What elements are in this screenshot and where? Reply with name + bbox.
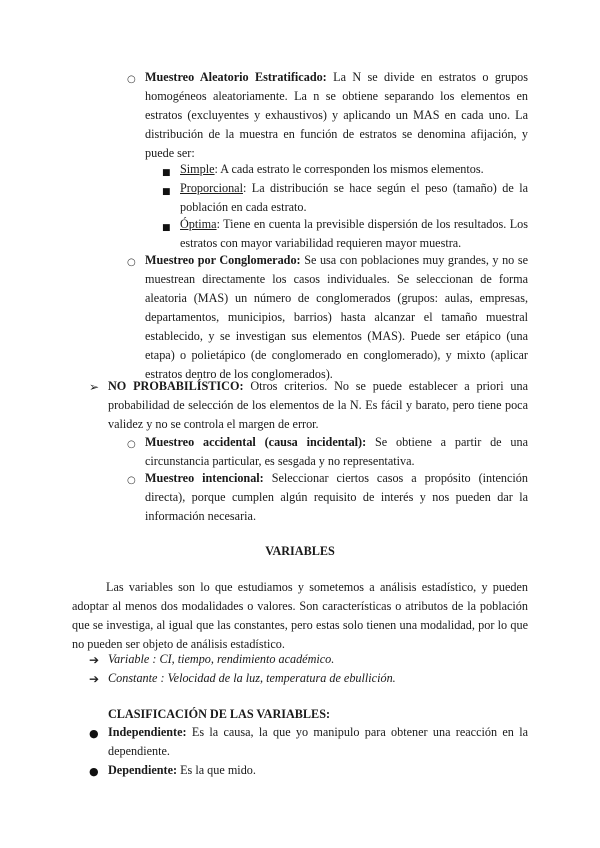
cluster-body: Se usa con poblaciones muy grandes, y no se muestrean directamente los casos individuales. Se seleccionan de forma aleatoria (MAS) un número de conglomerados (grupos: aulas, empresas, departamentos, municipios, barrios) hasta alcanzar el tamaño muestral establecido, y se investigan sus elementos (MAS). Puede ser etápico (una etapa) o polietápico (de conglomerado en conglomerado), y mixto (aplicar estratos dentro de los conglomerados). [145, 253, 528, 381]
arrow-bullet-icon: ➢ [89, 380, 100, 394]
variable-example: Variable : CI, tiempo, rendimiento académico. [108, 652, 335, 666]
classification-term: Independiente: [108, 725, 187, 739]
non-probabilistic-body: Otros criterios. No se puede establecer a priori una probabilidad de selección de los elementos de la N. Es fácil y barato, pero tiene poca validez y no se controla el margen de error. [108, 379, 529, 431]
variables-heading: VARIABLES [265, 544, 335, 558]
non-probabilistic-paragraph [108, 377, 528, 434]
stratified-body: La N se divide en estratos o grupos homogéneos aleatoriamente. La n se obtiene separando los elementos en estratos (excluyentes y exhaustivos) y aplicando un MAS en cada uno. La distribución de la muestra en función de estratos se denomina afijación, y puede ser: [145, 70, 528, 160]
square-bullet-icon: ■ [162, 168, 171, 178]
intentional-title: Muestreo intencional: [145, 471, 264, 485]
stratified-title: Muestreo Aleatorio Estratificado: [145, 70, 327, 84]
dot-bullet-icon: ● [89, 765, 99, 778]
afijacion-term: Proporcional [180, 181, 243, 195]
afijacion-item-simple [180, 160, 528, 179]
intentional-body: Seleccionar ciertos casos a propósito (intención directa), porque cumplen algún requisito de interés y nos pueden dar la información necesaria. [145, 471, 528, 523]
accidental-title: Muestreo accidental (causa incidental): [145, 435, 367, 449]
cluster-title: Muestreo por Conglomerado: [145, 253, 301, 267]
arrow-bullet-icon: ➔ [89, 653, 100, 667]
variables-paragraph [72, 578, 528, 654]
cluster-sampling-paragraph [145, 251, 528, 384]
classification-item-independiente [108, 723, 528, 761]
afijacion-term: Simple [180, 162, 215, 176]
circle-bullet-icon: ○ [127, 74, 136, 85]
accidental-body: Se obtiene a partir de una circunstancia particular, es sesgada y no representativa. [145, 435, 528, 468]
classification-text: Es la causa, la que yo manipulo para obtener una reacción en la dependiente. [108, 725, 528, 758]
circle-bullet-icon: ○ [127, 439, 136, 450]
afijacion-item-optima [180, 215, 528, 253]
classification-item-dependiente [108, 761, 528, 780]
afijacion-term: Óptima [180, 217, 217, 231]
non-probabilistic-title: NO PROBABILÍSTICO: [108, 379, 244, 393]
intentional-sampling-paragraph [145, 469, 528, 526]
variables-paragraph-text: Las variables son lo que estudiamos y sometemos a análisis estadístico, y pueden adoptar al menos dos modalidades o valores. Son características o atributos de la población que se investiga, al igual que las constantes, pero estas solo tienen una modalidad, por lo que no pueden ser objeto de análisis estadístico. [72, 580, 528, 651]
circle-bullet-icon: ○ [127, 475, 136, 486]
stratified-sampling-paragraph [145, 68, 528, 163]
circle-bullet-icon: ○ [127, 257, 136, 268]
afijacion-text: : Tiene en cuenta la previsible dispersión de los resultados. Los estratos con mayor variabilidad requieren mayor muestra. [180, 217, 528, 250]
accidental-sampling-paragraph [145, 433, 528, 471]
arrow-bullet-icon: ➔ [89, 672, 100, 686]
afijacion-text: : A cada estrato le corresponden los mismos elementos. [214, 162, 484, 176]
classification-term: Dependiente: [108, 763, 178, 777]
classification-heading: CLASIFICACIÓN DE LAS VARIABLES: [108, 707, 331, 721]
afijacion-text: : La distribución se hace según el peso (tamaño) de la población en cada estrato. [180, 181, 528, 214]
square-bullet-icon: ■ [162, 223, 171, 233]
dot-bullet-icon: ● [89, 727, 99, 740]
constant-example: Constante : Velocidad de la luz, temperatura de ebullición. [108, 671, 396, 685]
square-bullet-icon: ■ [162, 187, 171, 197]
afijacion-item-proporcional [180, 179, 528, 217]
classification-text: Es la que mido. [177, 763, 256, 777]
